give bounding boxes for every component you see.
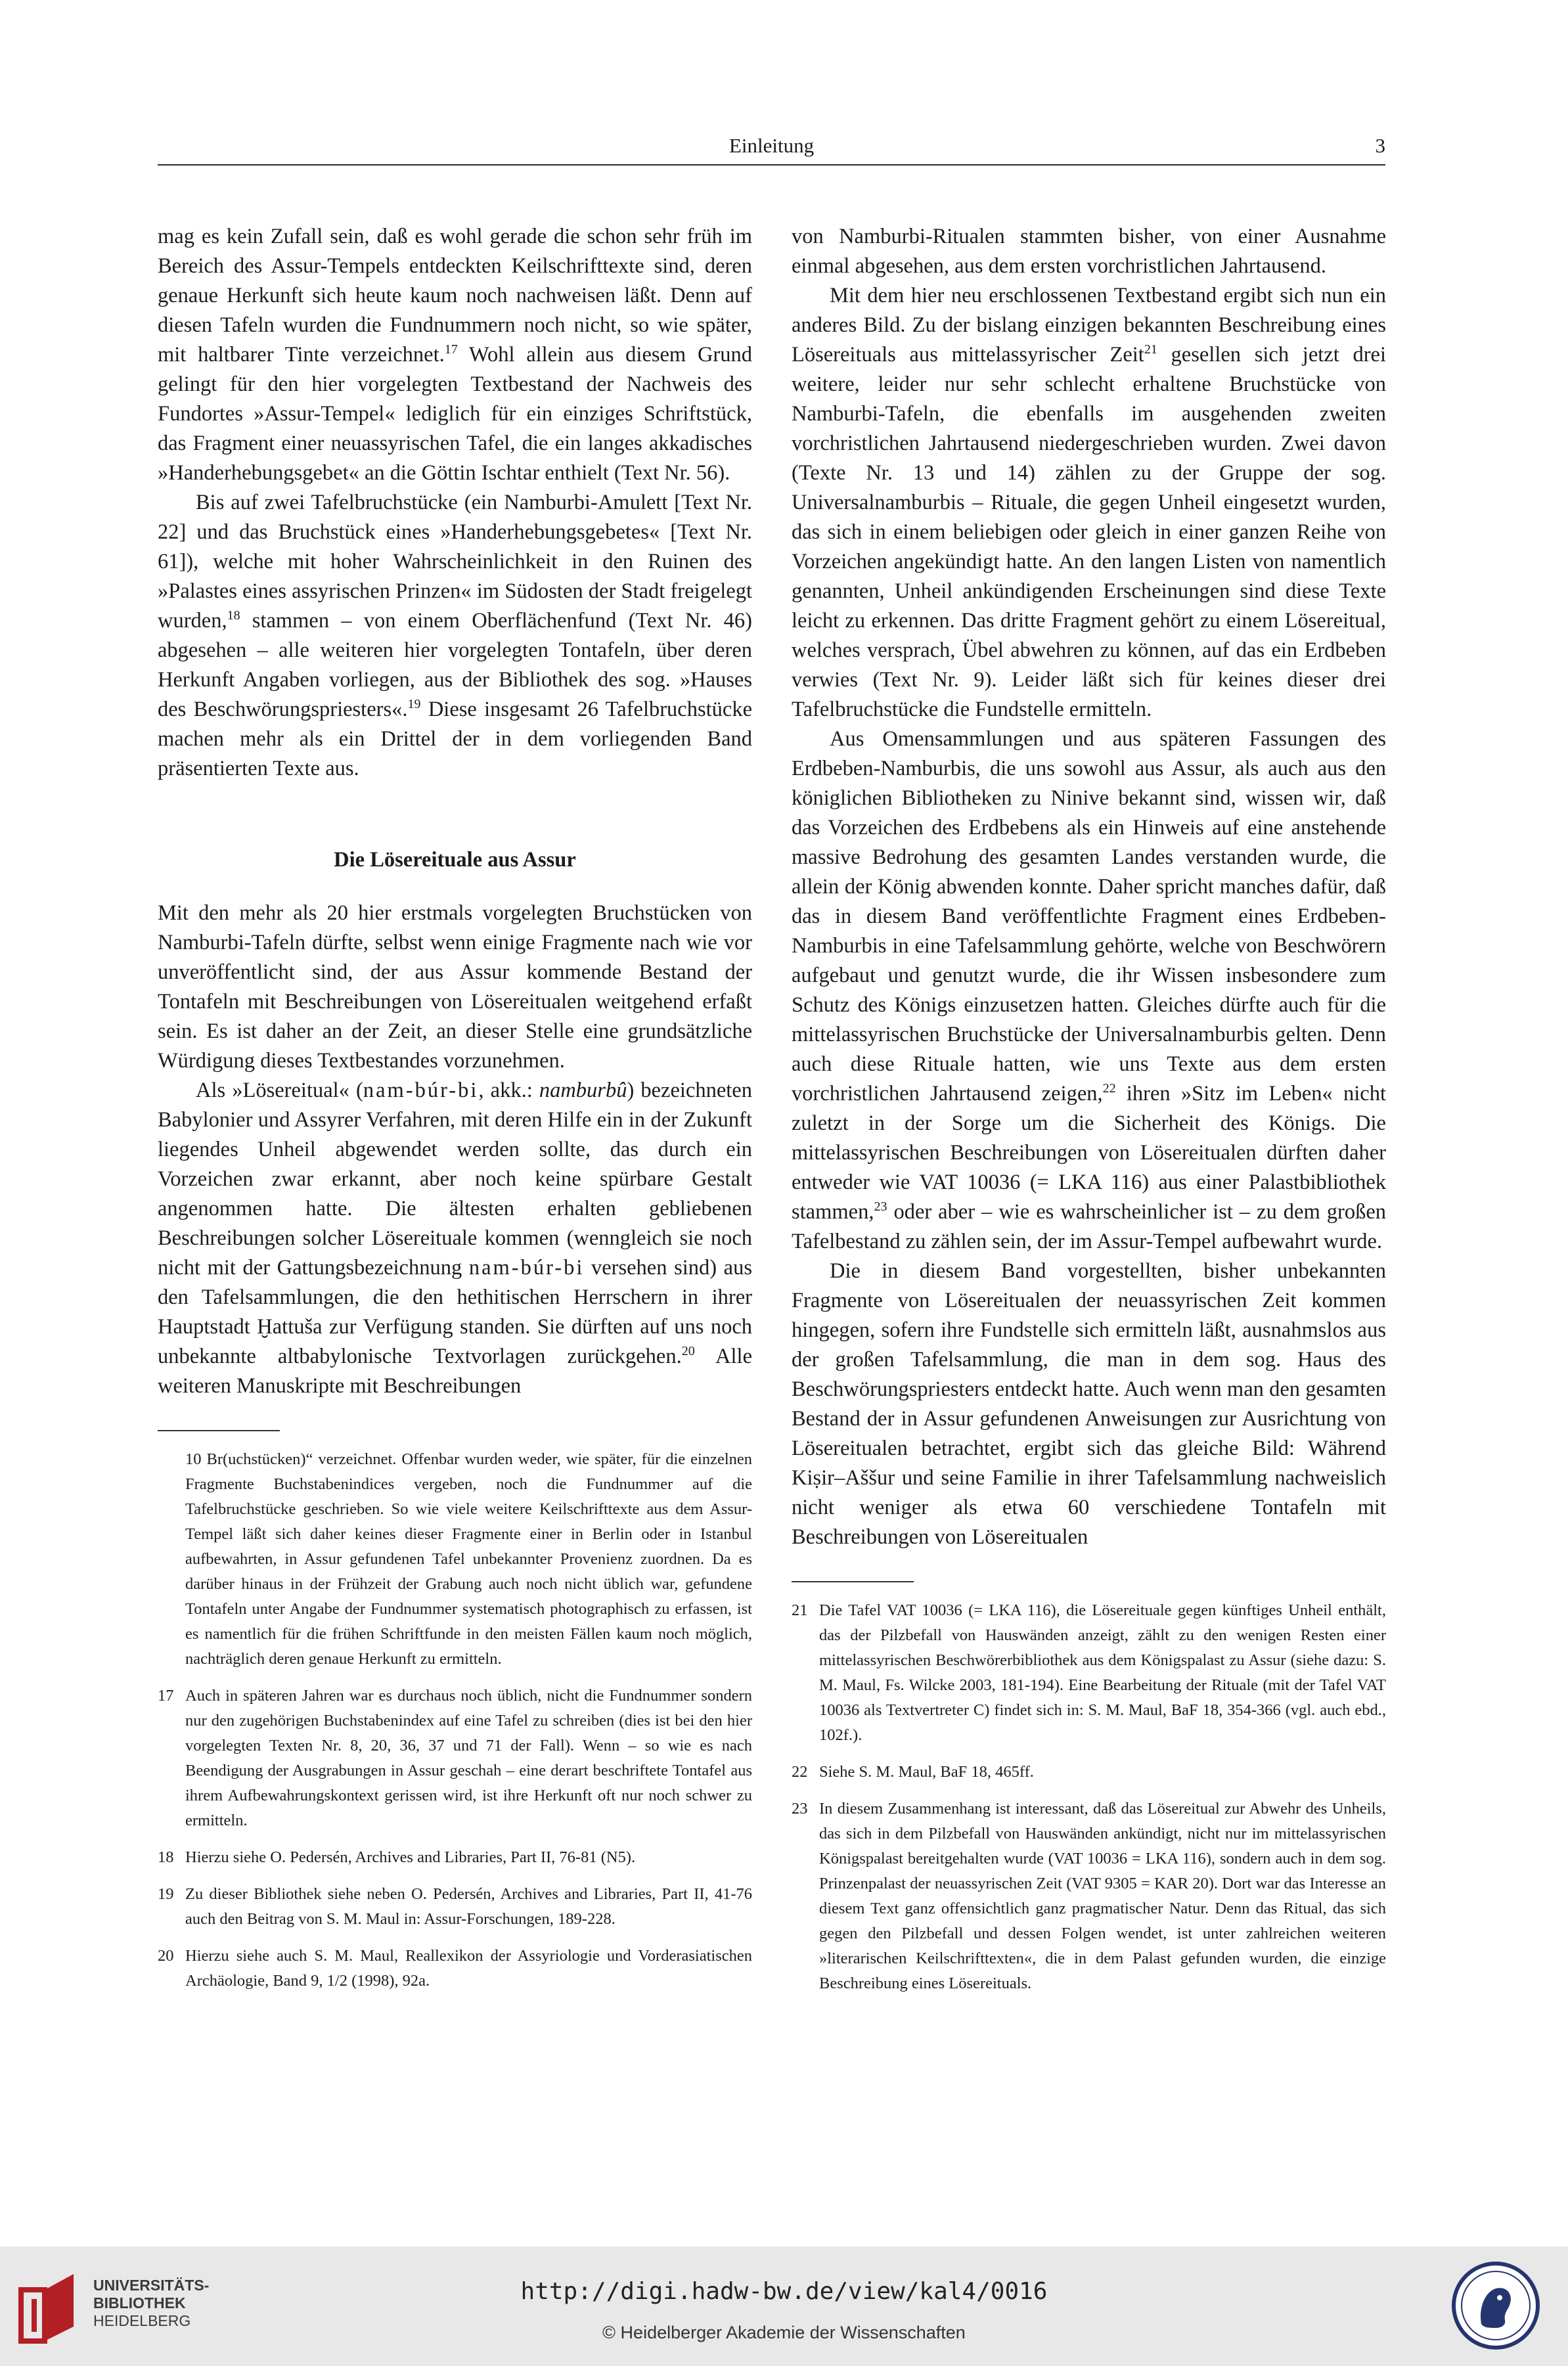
viewer-footer <box>0 2246 1568 2366</box>
footnote-ref[interactable]: 19 <box>407 697 421 712</box>
footnote-ref[interactable]: 22 <box>1102 1081 1116 1096</box>
left-footnotes <box>158 1684 752 1994</box>
footnote: 23 In diesem Zusammenhang ist interessant, daß das Lösereitual zur Abwehr des Unheils, das sich in dem Pilzbefall von Hauswänden ankündigt, nicht nur im mittelassyrischen Königspalast bereitgehalten wurde (VAT 10036 = LKA 116), sondern auch in dem sog. Prinzenpalast der neuassyrischen Zeit (VAT 9305 = KAR 20). Dort war das Interesse an diesem Text ganz offensichtlich ganz pragmatischer Natur. Denn das Ritual, das sich gegen den Pilzbefall und dessen Folgen wendet, ist unter zahlreichen weiteren »literarischen Keilschrifttexten«, die in dem Palast gefunden wurden, die einzige Beschreibung eines Lösereituals. <box>792 1797 1386 1996</box>
footnote: 19 Zu dieser Bibliothek siehe neben O. Pedersén, Archives and Libraries, Part II, 41-76 auch den Beitrag von S. M. Maul in: Assur-Forschungen, 189-228. <box>158 1882 752 1932</box>
akkadian-term: namburbû <box>539 1079 627 1102</box>
footnote-ref[interactable]: 23 <box>874 1199 887 1215</box>
footnote-ref[interactable]: 17 <box>444 342 458 357</box>
paragraph: mag es kein Zufall sein, daß es wohl gerade die schon sehr früh im Bereich des Assur-Tempels entdeckten Keilschrifttexte sind, deren genaue Herkunft sich heute kaum noch nachweisen läßt. Denn auf diesen Tafeln wurden die Fundnummern noch nicht, so wie später, mit haltbarer Tinte verzeichnet.$^{17}$ Wohl allein aus diesem Grund gelingt für den hier vorgelegten Textbestand der Nachweis des Fundortes »Assur-Tempel« lediglich für ein einziges Schriftstück, das Fragment einer neuassyrischen Tafel, die ein langes akkadisches »Handerhebungsgebet« an die Göttin Ischtar enthielt (Text Nr. 56). <box>158 225 752 485</box>
running-head <box>158 134 1385 166</box>
footnote-ref[interactable]: 21 <box>1144 342 1157 357</box>
footnote-continuation: 10 Br(uchstücken)“ verzeichnet. Offenbar wurden weder, wie später, für die einzelnen Fragmente Buchstabenindices vergeben, noch die Fundnummer auf die Tafelbruchstücke geschrieben. So wie viele weitere Keilschrifttexte aus dem Assur-Tempel läßt sich daher keines dieser Fragmente einer in Berlin oder in Istanbul aufbewahrten, in Assur gefundenen Tafel unbekannter Provenienz zuordnen. Da es darüber hinaus in der Frühzeit der Grabung auch noch nicht üblich war, gefundene Tontafeln unter Angabe der Fundnummer systematisch photographisch zu erfassen, ist es namentlich für die frühen Schriftfunde in den meisten Fällen kaum noch möglich, nachträglich deren genaue Herkunft zu ermitteln. <box>185 1450 752 1668</box>
right-column <box>792 222 1386 2008</box>
footnote-ref[interactable]: 20 <box>681 1344 695 1359</box>
footnote-number: 17 <box>158 1687 174 1705</box>
footnote-number: 23 <box>792 1800 808 1818</box>
paragraph: Als »Lösereitual« (nam-búr-bi, akk.: namburbû) bezeichneten Babylonier und Assyrer Verfahren, mit deren Hilfe ein in der Zukunft liegendes Unheil abgewendet werden sollte, das durch ein Vorzeichen zwar erkannt, aber noch keine spürbare Gestalt angenommen hatte. Die ältesten erhalten gebliebenen Beschreibungen solcher Lösereituale kommen (wenngleich sie noch nicht mit der Gattungsbezeichnung nam-búr-bi versehen sind) aus den Tafelsammlungen, die den hethitischen Herrschern in ihrer Hauptstadt Ḫattuša zur Verfügung standen. Sie dürften auf uns noch unbekannte altbabylonische Textvorlagen zurückgehen.$^{20}$ Alle weiteren Manuskripte mit Beschreibungen <box>158 1079 752 1398</box>
left-column <box>158 222 752 2005</box>
footnote-number: 20 <box>158 1947 174 1965</box>
footnote-rule <box>158 1430 280 1431</box>
page-number: 3 <box>1375 134 1385 157</box>
footnote: 21 Die Tafel VAT 10036 (= LKA 116), die Lösereituale gegen künftiges Unheil enthält, das der Pilzbefall von Hauswänden anzeigt, zählt zu den wenigen Resten einer mittelassyrischen Beschwörerbibliothek aus dem Königspalast zu Assur (siehe dazu: S. M. Maul, Fs. Wilcke 2003, 181-194). Eine Bearbeitung der Rituale (mit der Tafel VAT 10036 als Textvertreter C) findet sich in: S. M. Maul, BaF 18, 354-366 (vgl. auch ebd., 102f.). <box>792 1598 1386 1748</box>
copyright-notice: © Heidelberger Akademie der Wissenschaften <box>602 2323 966 2342</box>
footnote-number: 22 <box>792 1763 808 1781</box>
footnote-rule <box>792 1581 914 1582</box>
footnote: 18 Hierzu siehe O. Pedersén, Archives and Libraries, Part II, 76-81 (N5). <box>158 1845 752 1870</box>
footnote-ref[interactable]: 18 <box>227 608 240 623</box>
paragraph: Die in diesem Band vorgestellten, bisher unbekannten Fragmente von Lösereitualen der neuassyrischen Zeit kommen hingegen, sofern ihre Fundstelle sich ermitteln läßt, ausnahmslos aus der großen Tafelsammlung, die man in dem sog. Haus des Beschwörungspriesters entdeckt hatte. Auch wenn man den gesamten Bestand der in Assur gefundenen Anweisungen zur Ausrichtung von Lösereitualen betrachtet, ergibt sich das gleiche Bild: Während Kiṣir–Aššur und seine Familie in ihrer Tafelsammlung nachweislich nicht weniger als etwa 60 verschiedene Tontafeln mit Beschreibungen von Lösereitualen <box>792 1259 1386 1549</box>
section-heading: Die Lösereituale aus Assur <box>334 848 576 872</box>
paragraph: Aus Omensammlungen und aus späteren Fassungen des Erdbeben-Namburbis, die uns sowohl aus Assur, als auch aus den königlichen Bibliotheken zu Ninive bekannt sind, wissen wir, daß das Vorzeichen des Erdbebens als ein Hinweis auf eine anstehende massive Bedrohung des gesamten Landes verstanden wurde, die allein der König abwenden konnte. Daher spricht manches dafür, daß das in diesem Band veröffentlichte Fragment eines Erdbeben-Namburbis in eine Tafelsammlung gehörte, welche von Beschwörern aufgebaut und genutzt wurde, die ihr Wissen insbesondere zum Schutz des Königs einzusetzen hatten. Gleiches dürfte auch für die mittelassyrischen Bruchstücke der Universalnamburbis gelten. Denn auch diese Rituale hatten, wie uns Texte aus dem ersten vorchristlichen Jahrtausend zeigen,$^{22}$ ihren »Sitz im Leben« nicht zuletzt in der Sorge um die Sicherheit des Königs. Die mittelassyrischen Beschreibungen von Lösereitualen dürften daher entweder wie VAT 10036 (= LKA 116) aus einer Palastbibliothek stammen,$^{23}$ oder aber – wie es wahrscheinlicher ist – zu dem großen Tafelbestand zu zählen sein, der im Assur-Tempel aufbewahrt wurde. <box>792 727 1386 1253</box>
paragraph: Mit dem hier neu erschlossenen Textbestand ergibt sich nun ein anderes Bild. Zu der bislang einzigen bekannten Beschreibung eines Lösereituals aus mittelassyrischer Zeit$^{21}$ gesellen sich jetzt drei weitere, leider nur sehr schlecht erhaltene Bruchstücke von Namburbi-Tafeln, die ebenfalls im ausgehenden zweiten vorchristlichen Jahrtausend niedergeschrieben wurden. Zwei davon (Texte Nr. 13 und 14) zählen zu der Gruppe der sog. Universalnamburbis – Rituale, die gegen Unheil eingesetzt wurden, das sich in einem beliebigen oder gleich in einer ganzen Reihe von Vorzeichen angekündigt hatte. An den langen Listen von namentlich genannten, Unheil ankündigenden Erscheinungen sind diese Texte leicht zu erkennen. Das dritte Fragment gehört zu einem Lösereitual, welches versprach, Übel abwehren zu können, auf das ein Erdbeben verwies (Text Nr. 9). Leider läßt sich für keines dieser drei Tafelbruchstücke die Fundstelle ermitteln. <box>792 284 1386 721</box>
footnote-number: 19 <box>158 1885 174 1903</box>
footnote: 22 Siehe S. M. Maul, BaF 18, 465ff. <box>792 1760 1386 1785</box>
library-name: UNIVERSITÄTS- BIBLIOTHEK HEIDELBERG <box>93 2277 210 2329</box>
permalink-url[interactable]: http://digi.hadw-bw.de/view/kal4/0016 <box>520 2278 1048 2305</box>
paragraph: von Namburbi-Ritualen stammten bisher, von einer Ausnahme einmal abgesehen, aus dem ersten vorchristlichen Jahrtausend. <box>792 225 1386 278</box>
running-title: Einleitung <box>728 134 815 157</box>
footnote: 20 Hierzu siehe auch S. M. Maul, Reallexikon der Assyriologie und Vorderasiatischen Archäologie, Band 9, 1/2 (1998), 92a. <box>158 1944 752 1994</box>
footnote-number: 18 <box>158 1848 174 1866</box>
paragraph: Mit den mehr als 20 hier erstmals vorgelegten Bruchstücken von Namburbi-Tafeln dürfte, selbst wenn einige Fragmente nach wie vor unveröffentlicht sind, der aus Assur kommende Bestand der Tontafeln mit Beschreibungen von Lösereitualen weitgehend erfaßt sein. Es ist daher an der Zeit, an dieser Stelle eine grundsätzliche Würdigung dieses Textbestandes vorzunehmen. <box>158 901 752 1073</box>
paragraph: Bis auf zwei Tafelbruchstücke (ein Namburbi-Amulett [Text Nr. 22] und das Bruchstück eines »Handerhebungsgebetes« [Text Nr. 61]), welche mit hoher Wahrscheinlichkeit in den Ruinen des »Palastes eines assyrischen Prinzen« im Südosten der Stadt freigelegt wurden,$^{18}$ stammen – von einem Oberflächenfund (Text Nr. 46) abgesehen – alle weiteren hier vorgelegten Tontafeln, über deren Herkunft Angaben vorliegen, aus der Bibliothek des sog. »Hauses des Beschwörungspriesters«.$^{19}$ Diese insgesamt 26 Tafelbruchstücke machen mehr als ein Drittel der in dem vorliegenden Band präsentierten Texte aus. <box>158 491 752 780</box>
sumerogram: nam-búr-bi <box>363 1079 479 1102</box>
footnote: 17 Auch in späteren Jahren war es durchaus noch üblich, nicht die Fundnummer sondern nur den zugehörigen Buchstabenindex auf eine Tafel zu schreiben (dies ist bei den hier vorgelegten Texten Nr. 8, 20, 36, 37 und 71 der Fall). Wenn – so wie es nach Beendigung der Ausgrabungen in Assur geschah – eine derart beschriftete Tontafel aus ihrem Aufbewahrungskontext gerissen wird, ist ihre Herkunft oft nur noch schwer zu ermitteln. <box>158 1684 752 1833</box>
right-footnotes <box>792 1598 1386 1996</box>
footnote-number: 21 <box>792 1601 808 1619</box>
academy-seal-icon[interactable] <box>1450 2260 1542 2352</box>
sumerogram: nam-búr-bi <box>468 1256 585 1280</box>
